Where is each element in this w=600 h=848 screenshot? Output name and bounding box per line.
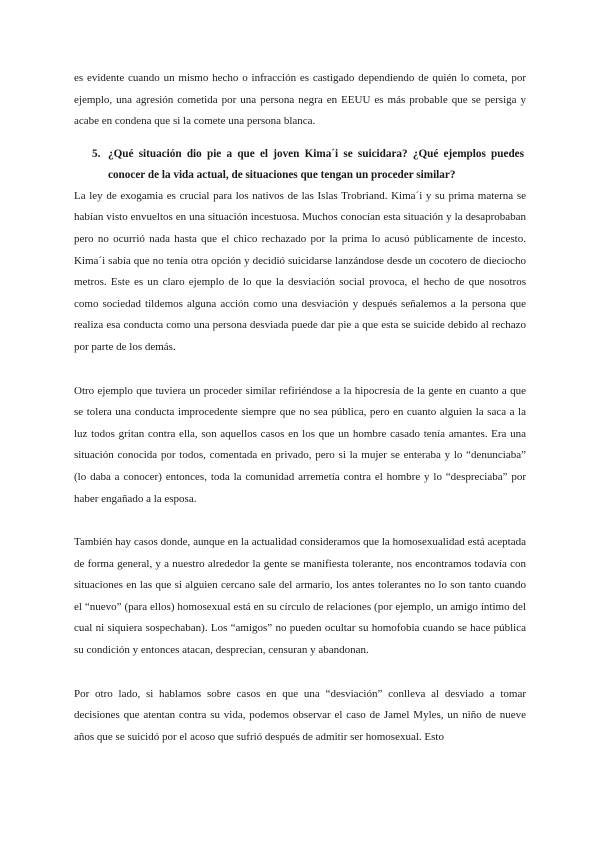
question-number: 5.: [92, 147, 101, 160]
paragraph-jamel-myles: Por otro lado, si hablamos sobre casos en que una “desviación” conlleva al desviado a tomar decisiones que atentan contra su vida, podemos observar el caso de Jamel Myles, un niño de nueve años que se suicidó por el acoso que sufrió después de admitir ser homosexual. Esto: [74, 687, 526, 743]
intro-paragraph: es evidente cuando un mismo hecho o infracción es castigado dependiendo de quién lo cometa, por ejemplo, una agresión cometida por una persona negra en EEUU es más probable que se persiga y acabe en condena que si la comete una persona blanca.: [74, 72, 526, 128]
paragraph-homosexuality: También hay casos donde, aunque en la actualidad consideramos que la homosexualidad está aceptada de forma general, y a nuestro alrededor la gente se manifiesta tolerante, nos encontramos todavía con situaciones en las que si alguien cercano sale del armario, los antes tolerantes no lo son tanto cuando el “nuevo” (para ellos) homosexual está en su círculo de relaciones (por ejemplo, un amigo íntimo del cual ni siquiera sospechaban). Los “amigos” no pueden ocultar su homofobia cuando se hace pública su condición y entonces atacan, desprecian, censuran y abandonan.: [74, 536, 526, 657]
paragraph-kimai: La ley de exogamia es crucial para los nativos de las Islas Trobriand. Kima´i y su prima materna se habían visto envueltos en una situación incestuosa. Muchos conocían esta situación y la desaprobaban pero no ocurrió nada hasta que el chico rechazado por la prima lo acusó públicamente de incesto. Kima´i sabía que no tenía otra opción y decidió suicidarse lanzándose desde un cocotero de dieciocho metros. Este es un claro ejemplo de lo que la desviación social provoca, el hecho de que nosotros como sociedad tildemos alguna acción como una desviación y después señalemos a la persona que realiza esa conducta como una persona desviada puede dar pie a que esta se suicide debido al rechazo por parte de los demás.: [74, 189, 526, 353]
question-heading: [74, 144, 526, 186]
paragraph-hypocrisy: Otro ejemplo que tuviera un proceder similar refiriéndose a la hipocresía de la gente en cuanto a que se tolera una conducta improcedente siempre que no sea pública, pero en cuanto alguien la saca a la luz todos gritan contra ella, son aquellos casos en los que un hombre casado tenía amantes. Era una situación conocida por todos, comentada en privado, pero si la mujer se enteraba y lo “denunciaba” (lo daba a conocer) entonces, toda la comunidad arremetía contra el hombre y lo “despreciaba” por haber engañado a la esposa.: [74, 384, 526, 505]
question-text: ¿Qué situación dio pie a que el joven Kima´i se suicidara? ¿Qué ejemplos puedes conocer de la vida actual, de situaciones que tengan un proceder similar?: [108, 147, 524, 181]
